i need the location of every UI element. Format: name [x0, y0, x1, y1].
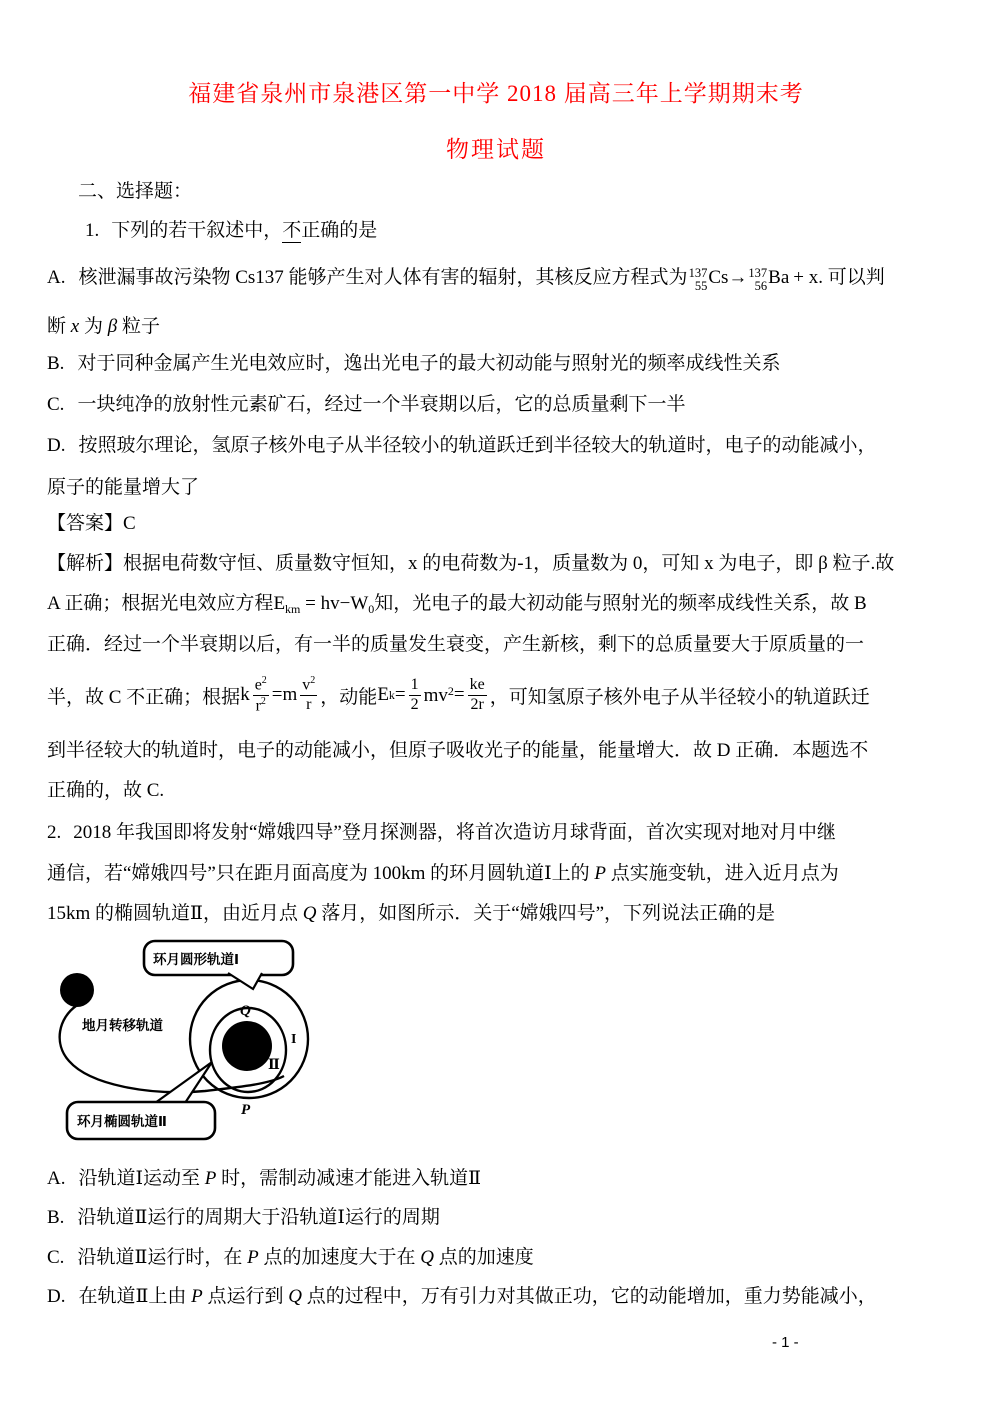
question-2-stem-line-2: 通信，若“嫦娥四号”只在距月面高度为 100km 的环月圆轨道Ⅰ上的 P 点实施变轨，进入近月点为: [47, 863, 839, 884]
nuclide-cs: 137 55: [688, 265, 708, 293]
question-1-number: 1.: [85, 220, 100, 241]
fraction-v2-r: $\frac{v^2}{r}$: [302, 675, 316, 714]
callout-bottom-label: 环月椭圆轨道Ⅱ: [77, 1114, 167, 1129]
question-2-stem-line-3: 15km 的椭圆轨道Ⅱ，由近月点 Q 落月，如图所示．关于“嫦娥四号”，下列说法正确的是: [47, 903, 776, 924]
transfer-orbit-label: 地月转移轨道: [82, 1018, 163, 1033]
underlined-char: 不: [282, 220, 302, 241]
q1-option-d: D. 按照玻尔理论，氢原子核外电子从半径较小的轨道跃迁到半径较大的轨道时，电子的动能减小，: [47, 435, 877, 456]
q2-option-b: B. 沿轨道Ⅱ运行的周期大于沿轨道Ⅰ运行的周期: [47, 1207, 440, 1228]
orbit-i-label: I: [291, 1032, 297, 1047]
doc-title-line2: 物理试题: [446, 137, 546, 162]
orbit-ii-label: Ⅱ: [268, 1058, 280, 1073]
nuclide-ba: 137 56: [748, 265, 768, 293]
q1-answer: 【答案】C: [47, 513, 136, 534]
question-1-stem: 1. 下列的若干叙述中，不正确的是: [85, 220, 378, 241]
doc-title-line1: 福建省泉州市泉港区第一中学 2018 届高三年上学期期末考: [188, 81, 804, 106]
orbit-diagram: [55, 933, 365, 1161]
q1-option-b: B. 对于同种金属产生光电效应时，逸出光电子的最大初动能与照射光的频率成线性关系: [47, 353, 781, 374]
q2-option-c: C. 沿轨道Ⅱ运行时，在 P 点的加速度大于在 Q 点的加速度: [47, 1247, 534, 1268]
question-2-stem-line-1: 2. 2018 年我国即将发射“嫦娥四导”登月探测器，将首次造访月球背面，首次实现对地对月中继: [47, 822, 836, 843]
q1-analysis-line-6: 正确的，故 C.: [47, 780, 165, 801]
callout-bottom-tail: [155, 1062, 212, 1103]
q1-analysis-line-3: 正确．经过一个半衰期以后，有一半的质量发生衰变，产生新核，剩下的总质量要大于原质量的一: [47, 634, 865, 655]
reaction-arrow: →: [728, 267, 748, 288]
fraction-e2-r2: $\frac{e^2}{r^2}$: [254, 674, 267, 714]
callout-top-label: 环月圆形轨道Ⅰ: [153, 952, 240, 967]
q2-option-a: A. 沿轨道Ⅰ运动至 P 时，需制动减速才能进入轨道Ⅱ: [47, 1168, 482, 1189]
q1-option-c: C. 一块纯净的放射性元素矿石，经过一个半衰期以后，它的总质量剩下一半: [47, 394, 686, 415]
section-heading: 二、选择题：: [78, 181, 193, 202]
point-p-label: P: [241, 1102, 251, 1118]
point-q-label: Q: [240, 1003, 251, 1019]
q1-option-d-cont: 原子的能量增大了: [47, 477, 200, 498]
fraction-ke-2r: $\frac{ke}{2r}$: [469, 676, 485, 713]
q1-analysis-line-2: A 正确；根据光电效应方程$E_{km} = hv-W_0$知，光电子的最大初动能与照射光的频率成线性关系，故 B: [47, 593, 867, 616]
q2-option-d: D. 在轨道Ⅱ上由 P 点运行到 Q 点的过程中，万有引力对其做正功，它的动能增加，重力势能减小，: [47, 1286, 877, 1307]
question-2-number: 2.: [47, 822, 62, 843]
q1-option-a-cont: 断 x 为 β 粒子: [47, 316, 160, 337]
moon: [222, 1021, 272, 1071]
q1-analysis-line-4: 半，故 C 不正确；根据 k $\frac{e^2}{r^2}$ = m $\frac{v^2}{r}$ ，动能 E k = $\frac{1}{2}$ $mv^2$ = $\frac{ke}{2r}$ ，可知氢原子核外电子从半径较小的轨道跃迁: [47, 674, 870, 714]
q1-analysis-line-5: 到半径较大的轨道时，电子的动能减小，但原子吸收光子的能量，能量增大．故 D 正确．本题选不: [47, 740, 869, 761]
page-number: - 1 -: [772, 1334, 799, 1351]
q1-analysis-line-1: 【解析】根据电荷数守恒、质量数守恒知，x 的电荷数为-1，质量数为 0，可知 x 为电子，即 β 粒子.故: [47, 553, 895, 574]
earth: [60, 973, 94, 1007]
fraction-1-2: $\frac{1}{2}$: [410, 676, 419, 713]
q1-option-a: A. 核泄漏事故污染物 Cs137 能够产生对人体有害的辐射，其核反应方程式为 137 55 Cs→ 137 56 Ba + x. 可以判: [47, 265, 885, 293]
